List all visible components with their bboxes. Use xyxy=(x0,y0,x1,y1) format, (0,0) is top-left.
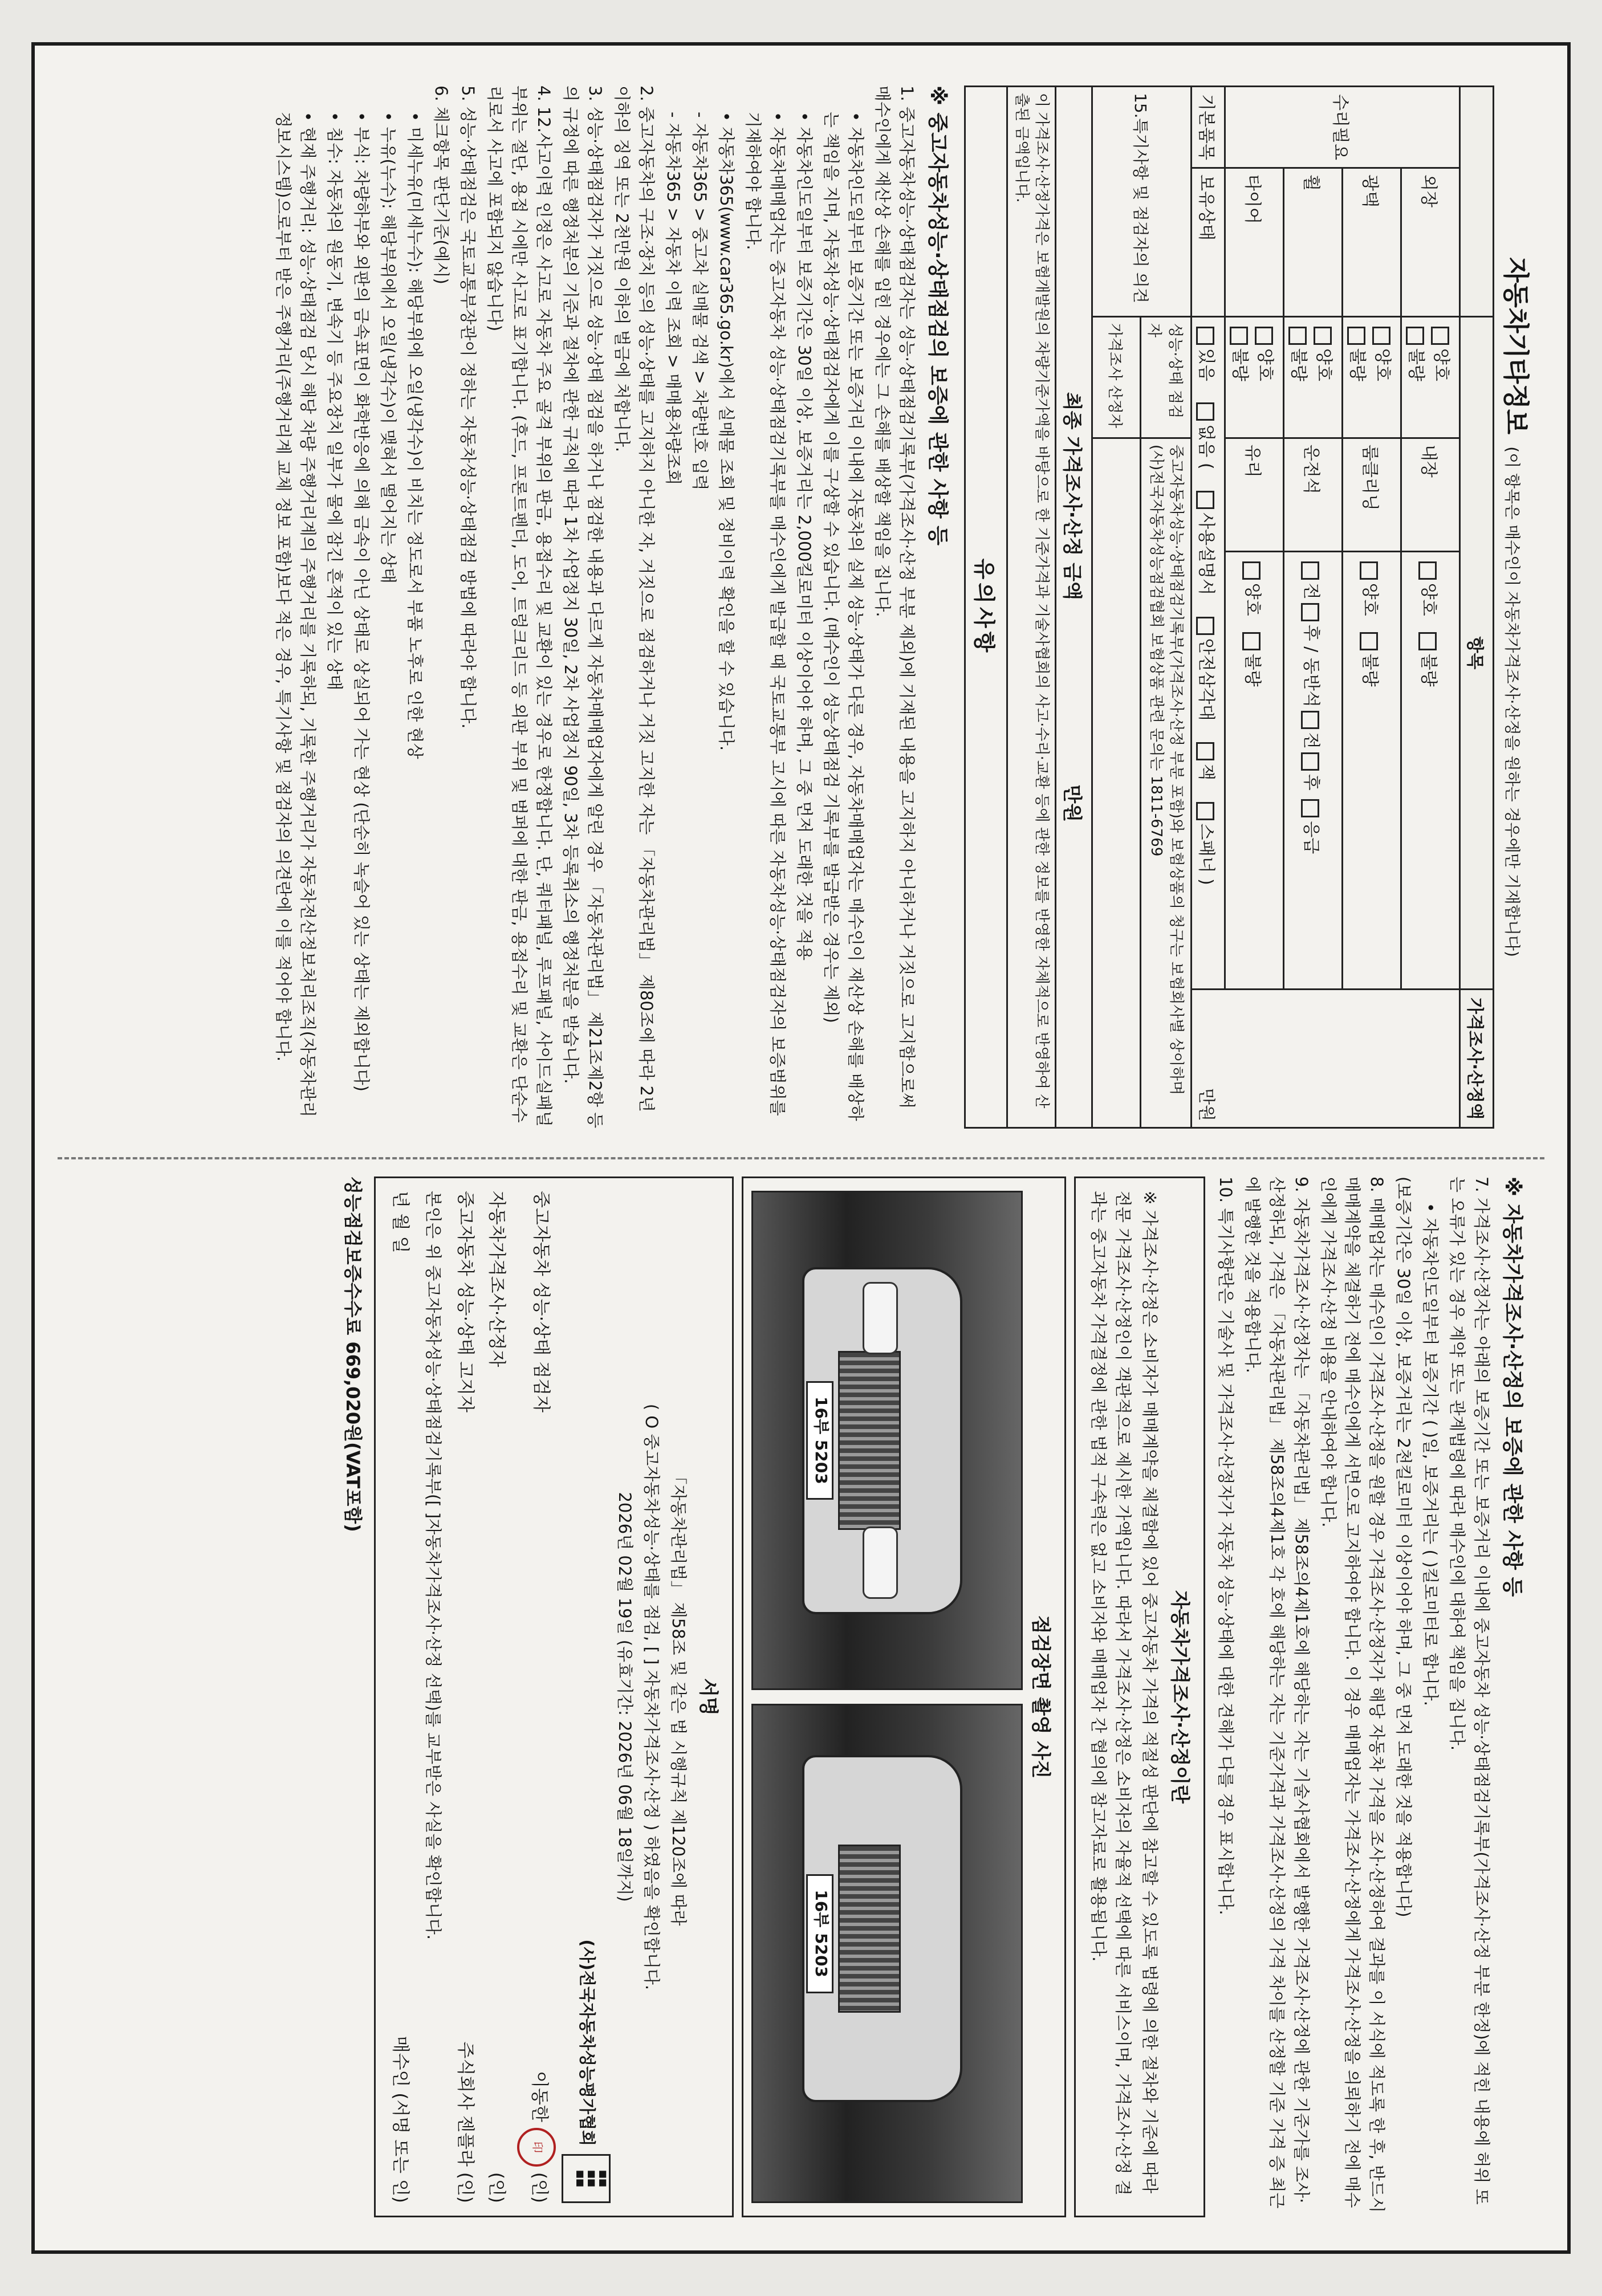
notifier-mark: (인) xyxy=(454,2172,475,2203)
spanner-label: 스패너 xyxy=(1196,823,1216,873)
final-price-unit: 만원 xyxy=(1060,784,1083,823)
col-price: 가격조사·산정액 xyxy=(1460,990,1494,1128)
basic-has-checkbox[interactable] xyxy=(1197,327,1215,345)
exterior-bad-label: 불량 xyxy=(1406,348,1426,381)
left-item: • 자동차인도일부터 보증기간은 30일 이상, 보증거리는 2,000킬로미터 이상이어야 하며, 그 중 먼저 도래한 것을 적용 xyxy=(795,112,815,961)
disclaimer-text: 이 가격조사·산정가격은 보험개발원의 차량기준가액을 바탕으로 한 기준가격과 기술사협회의 사고·수리·교환 등에 관한 정보를 반영한 자체적으로 반영하여 산출된 금액입니다. xyxy=(1007,87,1055,1128)
spanner-checkbox[interactable] xyxy=(1197,802,1215,820)
special-sub-pricer: 가격조사 산정자 xyxy=(1092,316,1141,438)
notes-band: 유의사항 xyxy=(964,86,1006,1129)
driver-front-checkbox[interactable] xyxy=(1302,561,1320,580)
label-tire: 타이어 xyxy=(1225,168,1284,317)
special-pricer-field[interactable] xyxy=(1092,438,1141,1127)
right-item: 9. 자동차가격조사·산정자는 「자동차관리법」 제58조의4제1호에 해당하는 자는 기술사협회에서 발행한 가격조사·산정에 관한 기준가를 조사·산정하되, 가격은 「자동차관리법」 제58조의4제1호 각 호에 해당하는 자는 기준가격과 가격조사·산정의 가격 차이를 산정할 기준 가격 증 최근에 발행한 것을 적용합니다. xyxy=(1242,1177,1311,2209)
interior-bad-label: 불량 xyxy=(1418,653,1438,687)
driver-rear-checkbox[interactable] xyxy=(1302,603,1320,621)
room-bad-checkbox[interactable] xyxy=(1360,632,1379,650)
emergency-checkbox[interactable] xyxy=(1302,799,1320,817)
label-glass: 유리 xyxy=(1225,438,1284,551)
inspection-photo-front xyxy=(751,1191,1023,1690)
receipt-date: 년 월 일 xyxy=(389,1191,410,1253)
inspector-role: 중고자동차 성능·상태 점검자 xyxy=(530,1191,551,1412)
safety-tri-checkbox[interactable] xyxy=(1197,617,1215,635)
tire-good-checkbox[interactable] xyxy=(1255,327,1274,345)
room-good-checkbox[interactable] xyxy=(1360,561,1379,580)
warranty-fee: 성능점검보증수수료 669,020원(VAT포함) xyxy=(341,1177,364,1532)
interior-good-checkbox[interactable] xyxy=(1419,561,1437,580)
assoc-seal-icon: ■■ ■■ ■■ xyxy=(562,2154,611,2203)
label-wheel: 휠 xyxy=(1284,168,1343,317)
signature-box xyxy=(374,1177,734,2217)
right-item: (보증기간은 30일 이상, 보증거리는 2천킬로미터 이상이어야 하며, 그 중 먼저 도래한 것을 적용합니다) xyxy=(1394,1177,1414,1918)
pricing-explainer-box xyxy=(1074,1177,1205,2217)
inspector-stamp-icon: 印 xyxy=(517,2128,556,2167)
left-item: • 자동차매매업자는 중고자동차 성능·상태점검기록부를 매수인에게 발급할 때 국토교통부 고시에 따른 자동차성능·상태점검자의 보증범위를 기재하여야 합니다. xyxy=(743,112,788,1116)
jack-label: 잭 xyxy=(1196,764,1216,781)
driver-front-label: 전 xyxy=(1301,583,1321,600)
right-section-items xyxy=(1213,1177,1494,2217)
right-item: 10. 특기사항란은 기술사 및 가격조사·산정자가 자동차 성능·상태에 대한 견해가 다를 경우 표시합니다. xyxy=(1215,1177,1235,1915)
passenger-front-checkbox[interactable] xyxy=(1302,711,1320,729)
left-item: 1. 중고자동차성능·상태점검자는 성능·상태점검기록부(가격조사·산정 부분 제외)에 기재된 내용을 고지하지 아니하거나 거짓으로 고지함으로써 매수인에게 재산상 손해를 입힌 경우에는 그 손해를 배상할 책임을 집니다. xyxy=(872,86,917,1109)
left-item: 5. 성능·상태점검은 국토교통부장관이 정하는 자동차성능·상태점검 방법에 따라야 합니다. xyxy=(458,86,478,729)
left-panel xyxy=(58,68,1544,1146)
manual-checkbox[interactable] xyxy=(1197,491,1215,509)
plate-rear: 16부 5203 xyxy=(806,1874,833,1993)
left-item: • 현재 주행거리: 성능·상태점검 당시 해당 차량 주행거리계의 주행거리를 기록하되, 기록한 주행거리가 자동차전산정보처리조직(자동차관리정보시스템)으로부터 받은 주행거리(주행거리계 교체 정보 포함)보다 적은 경우, 특기사항 및 점검자의 의견란에 이를 적어야 합니다. xyxy=(274,112,318,1118)
left-section-title: ※ 중고자동차성능·상태점검의 보증에 관한 사항 등 xyxy=(925,86,949,545)
pricer-role: 자동차가격조사·산정자 xyxy=(486,1191,507,1367)
left-item: - 자동차365 > 중고차 실매물 검색 > 차량번호 입력 xyxy=(690,112,710,491)
buyer-mark[interactable]: (서명 또는 인) xyxy=(389,2093,410,2203)
manual-label: 사용설명서 xyxy=(1196,512,1216,596)
receipt-text: 본인은 위 중고자동차성능·상태점검기록부([ ]자동차가격조사·산정 선택)를 교부받은 사실을 확인합니다. xyxy=(423,1191,443,1940)
pricing-box-text-1: ※ 가격조사·산정은 소비자가 매매계약을 체결함에 있어 중고자동차 가격의 적절성 판단에 참고할 수 있도록 법령에 의한 절차와 기준에 따라 xyxy=(1140,1191,1160,2194)
final-price-label: 최종 가격조사·산정 금액 xyxy=(1060,392,1083,600)
signature-date: 2026년 02월 19일 (유효기간: 2026년 06월 18일까지) xyxy=(615,1492,635,1902)
basic-none-checkbox[interactable] xyxy=(1197,402,1215,421)
passenger-rear-label: 후 xyxy=(1301,774,1321,791)
photo-box xyxy=(742,1177,1066,2217)
tire-bad-label: 불량 xyxy=(1230,348,1250,381)
photo-title: 점검장면 촬영 사진 xyxy=(1029,1615,1052,1779)
emergency-label: 응급 xyxy=(1301,821,1321,854)
group-repair: 수리필요 xyxy=(1225,87,1460,168)
gloss-good-checkbox[interactable] xyxy=(1373,327,1391,345)
label-basic: 보유상태 xyxy=(1192,168,1225,317)
left-section-items xyxy=(271,86,919,1129)
assoc-name: (사)전국자동차성능평가협회 xyxy=(577,1939,597,2146)
notifier-role: 중고자동차 성능·상태 고지자 xyxy=(454,1191,475,1412)
pricer-mark: (인) xyxy=(486,2172,507,2203)
vehicle-info-table: 항목 가격조사·산정액 수리필요 외장 양호불량 내장 양호불량 만원 광택 양호불량 룸클리닝 양호불량 휠 양호불량 운전석 전후 / 동반석전후 응급 타이어 양호불량 유리 양호불량 기본품목 보유상태 있음 없음 ( 사용설명서 안전삼각대 잭 스패너 ) 15.특기사항 및 점검자의 의견 성능·상태 점검자 중고자동차성능·상태점검기록부(가격조사·산정 부분 포함)와 보험상품의 청구는 보험회사별 상이하며 (사)전국자동차성능점검협회 보험상품 관련 문의는 1811-6769 가격조사 산정자 최종 가격조사·산정 금액 만원 이 가격조사·산정가격은 보험개발원의 차량기준가액을 바탕으로 한 기준가격과 기술사협회의 사고·수리·교환 등에 관한 정보를 반영한 자체적으로 반영하여 산출된 금액입니다. xyxy=(1006,86,1494,1129)
col-item: 항목 xyxy=(1460,316,1494,989)
left-item: • 미세누유(미세누수): 해당부위에 오일(냉각수)이 비치는 정도로서 부품 노후로 인한 현상 xyxy=(405,112,425,759)
basic-none-label: 없음 xyxy=(1196,424,1216,458)
wheel-bad-checkbox[interactable] xyxy=(1289,327,1307,345)
gloss-bad-checkbox[interactable] xyxy=(1348,327,1366,345)
left-item: 2. 중고자동차의 구조·장치 등의 성능·상태를 고지하지 아니한 자, 거짓으로 점검하거나 거짓 고지한 자는 「자동차관리법」 제80조에 따라 2년 이하의 징역 또는 2천만원 이하의 벌금에 처합니다. xyxy=(612,86,656,1112)
gloss-bad-label: 불량 xyxy=(1347,348,1367,381)
right-item: 8. 매매업자는 매수인이 가격조사·산정을 원할 경우 가격조사·산정자가 해당 자동차 가격을 조사·산정하여 결과를 이 서식에 적도록 한 후, 반드시 매매계약을 체결하기 전에 매수인에게 서면으로 고지하여야 합니다. 이 경우 매매업자는 가격조사·산정에게 가격조사·산정을 의뢰하기 전에 매수인에게 가격조사·산정 비용을 안내하여야 합니다. xyxy=(1318,1177,1387,2213)
right-section-title: ※ 자동차가격조사·산정의 보증에 관한 사항 등 xyxy=(1501,1177,1524,1597)
left-item: • 자동차인도일부터 보증기간 또는 보증거리 이내에 자동차의 실제 성능·상태가 다른 경우, 자동차매매업자는 매수인이 재산상 손해를 배상하는 책임을 지며, 자동차성능·상태점검자에게 이를 구상할 수 있습니다. (매수인이 성능상태점검 기록부를 발급받은 경우는 제외) xyxy=(822,112,865,1121)
glass-bad-label: 불량 xyxy=(1242,653,1262,687)
inspector-name: 이동한 xyxy=(528,2071,550,2122)
signature-law: 「자동차관리법」 제58조 및 같은 법 시행규칙 제120조에 따라 xyxy=(669,1468,689,1926)
pricing-box-title: 자동차가격조사·산정이란 xyxy=(1168,1590,1192,1804)
exterior-bad-checkbox[interactable] xyxy=(1406,327,1425,345)
glass-good-checkbox[interactable] xyxy=(1243,561,1261,580)
exterior-good-label: 양호 xyxy=(1431,348,1451,381)
label-room-clean: 룸클리닝 xyxy=(1343,438,1401,551)
basic-has-label: 있음 xyxy=(1196,348,1216,381)
left-item: • 자동차365(www.car365.go.kr)에서 실매물 조회 및 정비이력 확인을 할 수 있습니다. xyxy=(717,112,737,751)
exterior-good-checkbox[interactable] xyxy=(1432,327,1450,345)
pricing-box-text-2: 전문 가격조사·산정인이 객관적으로 제시한 가액입니다. 따라서 가격조사·산정은 소비자의 자율적 선택에 따른 서비스이며, 가격조사·산정 결과는 중고자동차 가격결정에 관한 법적 구속력은 없고 소비자와 매매업자 간 협의에 참고자료로 활용됩니다. xyxy=(1089,1191,1133,2196)
glass-bad-checkbox[interactable] xyxy=(1243,632,1261,650)
left-item: • 부식: 차량하부와 외판의 금속표면이 화학반응에 의해 금속이 아닌 상태로 상실되어 가는 현상 (단순히 녹슬어 있는 상태는 제외합니다) xyxy=(351,112,371,1092)
group-basic: 기본품목 xyxy=(1192,87,1225,168)
passenger-rear-checkbox[interactable] xyxy=(1302,752,1320,771)
left-item: 6. 체크항목 판단기준(예시) xyxy=(432,86,452,284)
passenger-front-label: 전 xyxy=(1301,732,1321,749)
special-text-1: 중고자동차성능·상태점검기록부(가격조사·산정 부분 포함)와 보험상품의 청구는 보험회사별 상이하며 xyxy=(1168,444,1185,1096)
safety-tri-label: 안전삼각대 xyxy=(1196,638,1216,721)
tire-bad-checkbox[interactable] xyxy=(1230,327,1249,345)
label-gloss: 광택 xyxy=(1343,168,1401,317)
interior-bad-checkbox[interactable] xyxy=(1419,632,1437,650)
right-item: • 자동차인도일부터 보증기간 ( )일, 보증거리는 ( )킬로미터로 합니다. xyxy=(1421,1203,1441,1706)
glass-good-label: 양호 xyxy=(1242,583,1262,616)
special-text-2: (사)전국자동차성능점검협회 보험상품 관련 문의는 1811-6769 xyxy=(1148,444,1165,857)
gloss-good-label: 양호 xyxy=(1372,348,1392,381)
special-sub-inspector: 성능·상태 점검자 xyxy=(1141,316,1192,438)
price-unit: 만원 xyxy=(1192,990,1460,1128)
signature-title: 서명 xyxy=(697,1678,720,1716)
label-passenger: 동반석 xyxy=(1301,657,1321,707)
room-good-label: 양호 xyxy=(1360,583,1380,616)
buyer-label: 매수인 xyxy=(389,2036,410,2087)
wheel-good-checkbox[interactable] xyxy=(1314,327,1332,345)
right-panel xyxy=(58,1157,1544,2234)
signature-confirm: ( O 중고자동차성능·상태를 점검, [ ] 자동차가격조사·산정 ) 하였음을 확인합니다. xyxy=(642,1403,662,1990)
tire-good-label: 양호 xyxy=(1255,348,1275,381)
vehicle-info-title: 자동차기타정보 xyxy=(1501,257,1531,435)
notifier-name: 주식회사 젠플라 xyxy=(454,2041,475,2167)
left-item: 4. 12.사고이력 인정은 사고로 자동차 주요 골격 부위의 판금, 용접수리 및 교환이 있는 경우로 한정합니다. 단, 쿼터패널, 루프패널, 사이드실패널 부위는 절단, 용접 시에만 사고로 표기합니다. (후드, 프론트펜더, 도어, 트렁크리드 등 외판 부위 및 범퍼에 대한 판금, 용접수리 및 교환은 단순수리로서 사고에 포함되지 않습니다) xyxy=(485,86,554,1127)
left-item: 3. 성능·상태점검자가 거짓으로 성능·상태 점검을 하거나 점검한 내용과 다르게 자동차매매업자에게 알린 경우 「자동차관리법」 제21조제2항 등의 규정에 따른 행정처분의 기준과 절차에 관한 규칙에 따라 1차 사업정지 30일, 2차 사업정지 90일, 3차 등록취소의 행정처분을 받습니다. xyxy=(561,86,605,1129)
inspector-mark: (인) xyxy=(528,2172,550,2203)
left-item: • 누유(누수): 해당부위에서 오일(냉각수)이 맺혀서 떨어지는 상태 xyxy=(378,112,398,584)
jack-checkbox[interactable] xyxy=(1197,742,1215,760)
right-item: 7. 가격조사·산정자는 아래의 보증기간 또는 보증거리 이내에 중고자동차 성능·상태점검기록부(가격조사·산정 부분 한정)에 적힌 내용에 허위 또는 오류가 있는 경우 계약 또는 관계법령에 따라 매수인에 대하여 책임을 집니다. xyxy=(1448,1177,1491,2205)
interior-good-label: 양호 xyxy=(1418,583,1438,616)
label-interior: 내장 xyxy=(1401,438,1460,551)
plate-front: 16부 5203 xyxy=(806,1381,833,1500)
label-driver: 운전석 xyxy=(1284,438,1343,551)
room-bad-label: 불량 xyxy=(1360,653,1380,687)
inspection-photo-rear xyxy=(751,1704,1023,2203)
driver-rear-label: 후 xyxy=(1301,624,1321,641)
vehicle-info-subtitle: (이 항목은 매수인이 자동차가격조사·산정을 원하는 경우에만 기재합니다) xyxy=(1503,446,1522,957)
special-label: 15.특기사항 및 점검자의 의견 xyxy=(1092,87,1192,317)
inspection-sheet xyxy=(31,42,1571,2254)
left-item: • 침수: 자동차의 원동기, 변속기 등 주요장치 일부가 물에 잠긴 흔적이 있는 상태 xyxy=(324,112,344,691)
label-exterior: 외장 xyxy=(1401,168,1460,317)
left-item: - 자동차365 > 자동차 이력 조회 > 매매용차량조회 xyxy=(663,112,683,486)
wheel-good-label: 양호 xyxy=(1314,348,1333,381)
wheel-bad-label: 불량 xyxy=(1288,348,1308,381)
